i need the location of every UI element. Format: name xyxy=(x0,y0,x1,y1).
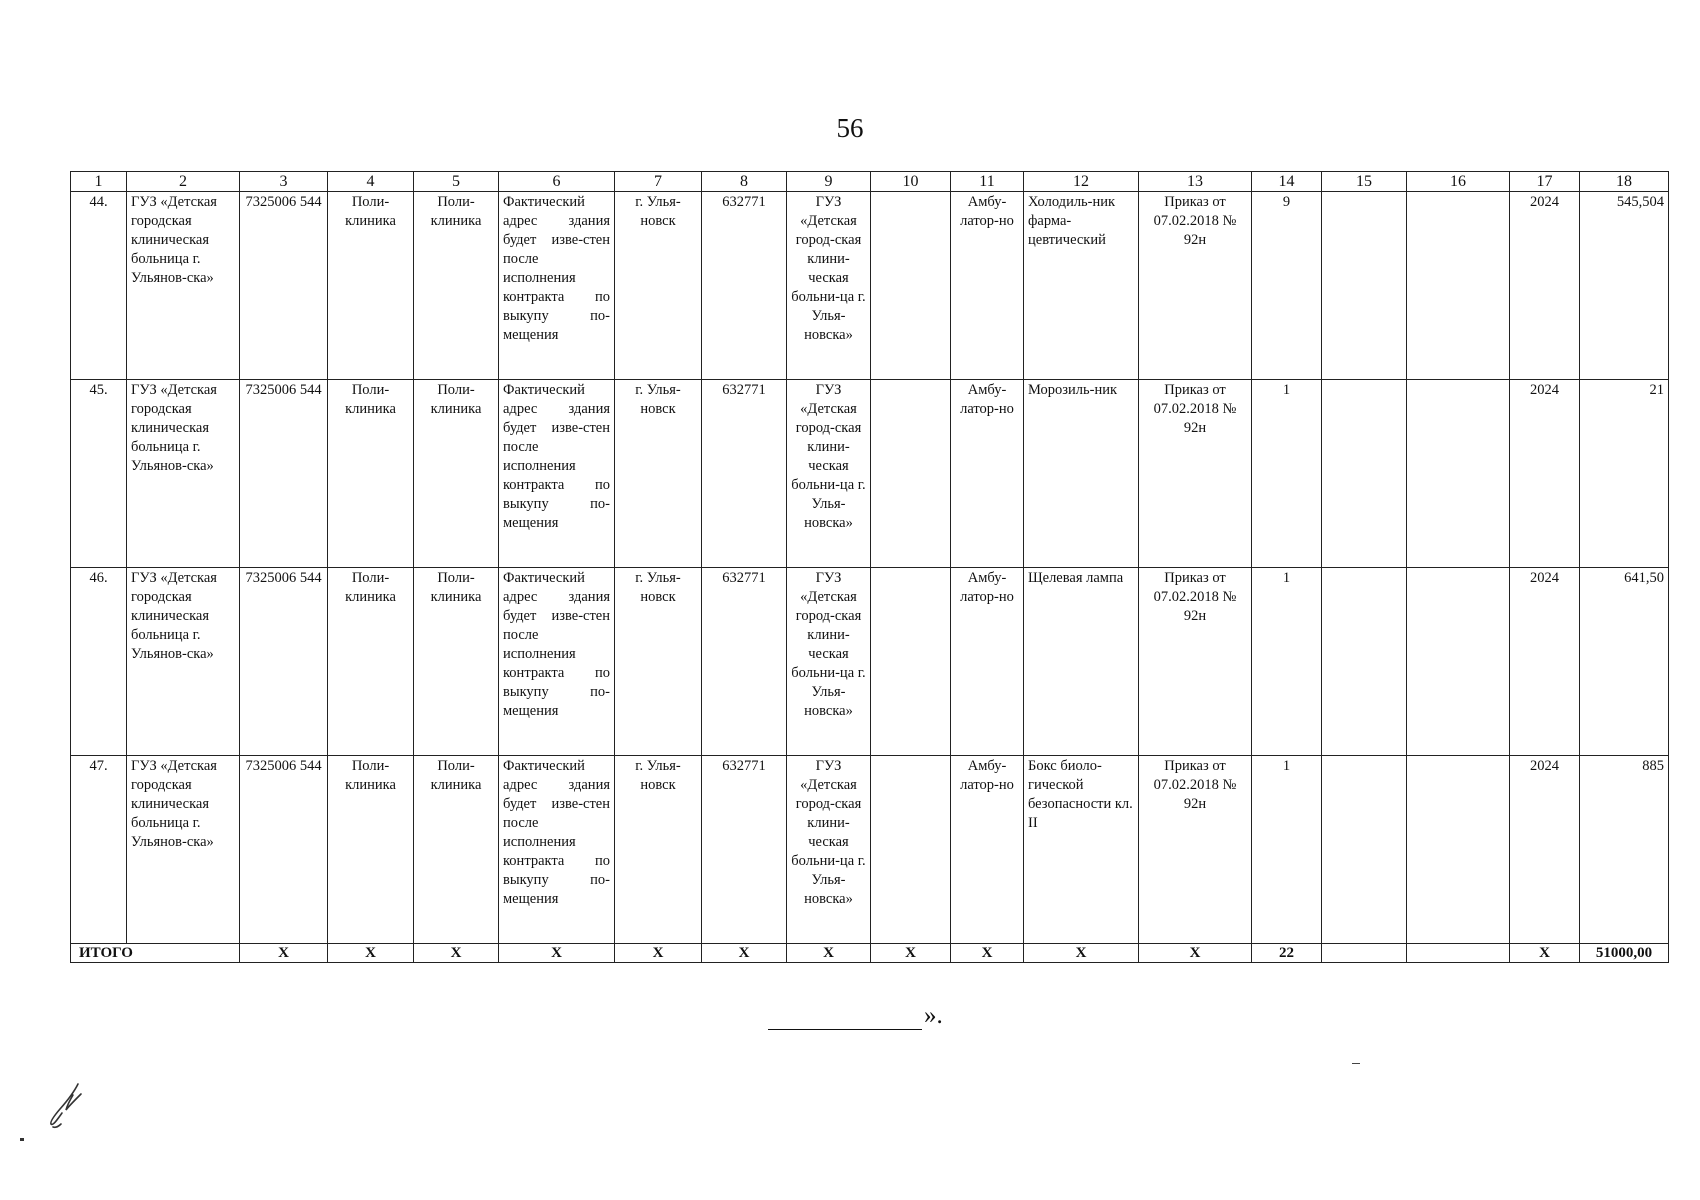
order-cell: Приказ от 07.02.2018 № 92н xyxy=(1139,380,1252,568)
facility-subtype-cell: Поли-клиника xyxy=(414,756,499,944)
closing-quote: ». xyxy=(924,1002,943,1029)
row-number-cell: 45. xyxy=(71,380,127,568)
row-number-cell: 46. xyxy=(71,568,127,756)
column-number: 12 xyxy=(1024,172,1139,192)
total-cell: Х xyxy=(414,944,499,963)
total-row xyxy=(71,944,1669,963)
table-body xyxy=(71,172,1669,963)
equipment-cell: Щелевая лампа xyxy=(1024,568,1139,756)
care-mode-cell: Амбу-латор-но xyxy=(951,192,1024,380)
column-number: 2 xyxy=(127,172,240,192)
city-cell: г. Улья-новск xyxy=(615,380,702,568)
facility-subtype-cell: Поли-клиника xyxy=(414,192,499,380)
order-cell: Приказ от 07.02.2018 № 92н xyxy=(1139,568,1252,756)
holder-cell: ГУЗ «Детская город-ская клини-ческая больни-ца г. Улья-новска» xyxy=(787,192,871,380)
stray-mark xyxy=(1352,1063,1360,1064)
amount-cell: 885 xyxy=(1580,756,1669,944)
total-label: ИТОГО xyxy=(71,944,240,963)
empty-cell xyxy=(1407,192,1510,380)
address-cell: Фактический адрес здания будет изве-стен после исполнения контракта по выкупу по-мещения xyxy=(499,380,615,568)
inn-cell: 7325006 544 xyxy=(240,380,328,568)
table-row xyxy=(71,380,1669,568)
holder-cell: ГУЗ «Детская город-ская клини-ческая больни-ца г. Улья-новска» xyxy=(787,380,871,568)
index-cell: 632771 xyxy=(702,756,787,944)
empty-cell xyxy=(1407,568,1510,756)
handwritten-signature xyxy=(48,1082,86,1130)
column-number: 16 xyxy=(1407,172,1510,192)
quantity-cell: 1 xyxy=(1252,380,1322,568)
column-number: 17 xyxy=(1510,172,1580,192)
column-number: 18 xyxy=(1580,172,1669,192)
total-cell: Х xyxy=(871,944,951,963)
index-cell: 632771 xyxy=(702,192,787,380)
quantity-cell: 1 xyxy=(1252,756,1322,944)
total-cell: Х xyxy=(615,944,702,963)
total-cell: Х xyxy=(240,944,328,963)
address-cell: Фактический адрес здания будет изве-стен после исполнения контракта по выкупу по-мещения xyxy=(499,756,615,944)
inn-cell: 7325006 544 xyxy=(240,568,328,756)
care-mode-cell: Амбу-латор-но xyxy=(951,380,1024,568)
column-number: 4 xyxy=(328,172,414,192)
amount-cell: 641,50 xyxy=(1580,568,1669,756)
empty-cell xyxy=(871,192,951,380)
index-cell: 632771 xyxy=(702,568,787,756)
closing-mark xyxy=(768,1002,943,1030)
institution-cell: ГУЗ «Детская городская клиническая больница г. Ульянов-ска» xyxy=(127,568,240,756)
care-mode-cell: Амбу-латор-но xyxy=(951,756,1024,944)
total-cell: Х xyxy=(1139,944,1252,963)
institution-cell: ГУЗ «Детская городская клиническая больница г. Ульянов-ска» xyxy=(127,192,240,380)
column-number: 10 xyxy=(871,172,951,192)
facility-type-cell: Поли-клиника xyxy=(328,756,414,944)
facility-type-cell: Поли-клиника xyxy=(328,192,414,380)
empty-cell xyxy=(1322,756,1407,944)
institution-cell: ГУЗ «Детская городская клиническая больница г. Ульянов-ска» xyxy=(127,380,240,568)
page-number: 56 xyxy=(836,113,864,143)
facility-subtype-cell: Поли-клиника xyxy=(414,380,499,568)
column-number: 8 xyxy=(702,172,787,192)
city-cell: г. Улья-новск xyxy=(615,568,702,756)
column-number: 6 xyxy=(499,172,615,192)
year-cell: 2024 xyxy=(1510,380,1580,568)
total-cell: Х xyxy=(499,944,615,963)
year-cell: 2024 xyxy=(1510,568,1580,756)
total-cell: Х xyxy=(1510,944,1580,963)
institution-cell: ГУЗ «Детская городская клиническая больница г. Ульянов-ска» xyxy=(127,756,240,944)
total-cell: Х xyxy=(787,944,871,963)
address-cell: Фактический адрес здания будет изве-стен после исполнения контракта по выкупу по-мещения xyxy=(499,192,615,380)
total-cell: Х xyxy=(1024,944,1139,963)
holder-cell: ГУЗ «Детская город-ская клини-ческая больни-ца г. Улья-новска» xyxy=(787,756,871,944)
address-cell: Фактический адрес здания будет изве-стен после исполнения контракта по выкупу по-мещения xyxy=(499,568,615,756)
column-number: 15 xyxy=(1322,172,1407,192)
total-cell: Х xyxy=(328,944,414,963)
row-number-cell: 44. xyxy=(71,192,127,380)
order-cell: Приказ от 07.02.2018 № 92н xyxy=(1139,756,1252,944)
amount-cell: 21 xyxy=(1580,380,1669,568)
empty-cell xyxy=(871,756,951,944)
empty-cell xyxy=(1407,380,1510,568)
equipment-cell: Бокс биоло-гической безопасности кл. II xyxy=(1024,756,1139,944)
total-cell: Х xyxy=(702,944,787,963)
facility-type-cell: Поли-клиника xyxy=(328,568,414,756)
total-quantity: 22 xyxy=(1252,944,1322,963)
equipment-table xyxy=(70,171,1669,963)
quantity-cell: 9 xyxy=(1252,192,1322,380)
empty-cell xyxy=(1322,192,1407,380)
column-number: 11 xyxy=(951,172,1024,192)
equipment-cell: Холодиль-ник фарма-цевтический xyxy=(1024,192,1139,380)
row-number-cell: 47. xyxy=(71,756,127,944)
table-row xyxy=(71,192,1669,380)
column-number: 7 xyxy=(615,172,702,192)
inn-cell: 7325006 544 xyxy=(240,756,328,944)
table-row xyxy=(71,756,1669,944)
total-cell xyxy=(1322,944,1407,963)
order-cell: Приказ от 07.02.2018 № 92н xyxy=(1139,192,1252,380)
inn-cell: 7325006 544 xyxy=(240,192,328,380)
facility-type-cell: Поли-клиника xyxy=(328,380,414,568)
index-cell: 632771 xyxy=(702,380,787,568)
year-cell: 2024 xyxy=(1510,192,1580,380)
total-amount: 51000,00 xyxy=(1580,944,1669,963)
table-row xyxy=(71,568,1669,756)
quantity-cell: 1 xyxy=(1252,568,1322,756)
empty-cell xyxy=(1322,568,1407,756)
equipment-cell: Морозиль-ник xyxy=(1024,380,1139,568)
city-cell: г. Улья-новск xyxy=(615,756,702,944)
column-number: 3 xyxy=(240,172,328,192)
column-number: 14 xyxy=(1252,172,1322,192)
empty-cell xyxy=(871,568,951,756)
facility-subtype-cell: Поли-клиника xyxy=(414,568,499,756)
total-cell: Х xyxy=(951,944,1024,963)
column-number-row xyxy=(71,172,1669,192)
holder-cell: ГУЗ «Детская город-ская клини-ческая больни-ца г. Улья-новска» xyxy=(787,568,871,756)
empty-cell xyxy=(1407,756,1510,944)
column-number: 13 xyxy=(1139,172,1252,192)
column-number: 5 xyxy=(414,172,499,192)
column-number: 9 xyxy=(787,172,871,192)
amount-cell: 545,504 xyxy=(1580,192,1669,380)
year-cell: 2024 xyxy=(1510,756,1580,944)
empty-cell xyxy=(871,380,951,568)
column-number: 1 xyxy=(71,172,127,192)
empty-cell xyxy=(1322,380,1407,568)
city-cell: г. Улья-новск xyxy=(615,192,702,380)
blank-line xyxy=(768,1005,922,1030)
care-mode-cell: Амбу-латор-но xyxy=(951,568,1024,756)
stray-dot xyxy=(20,1138,24,1141)
total-cell xyxy=(1407,944,1510,963)
